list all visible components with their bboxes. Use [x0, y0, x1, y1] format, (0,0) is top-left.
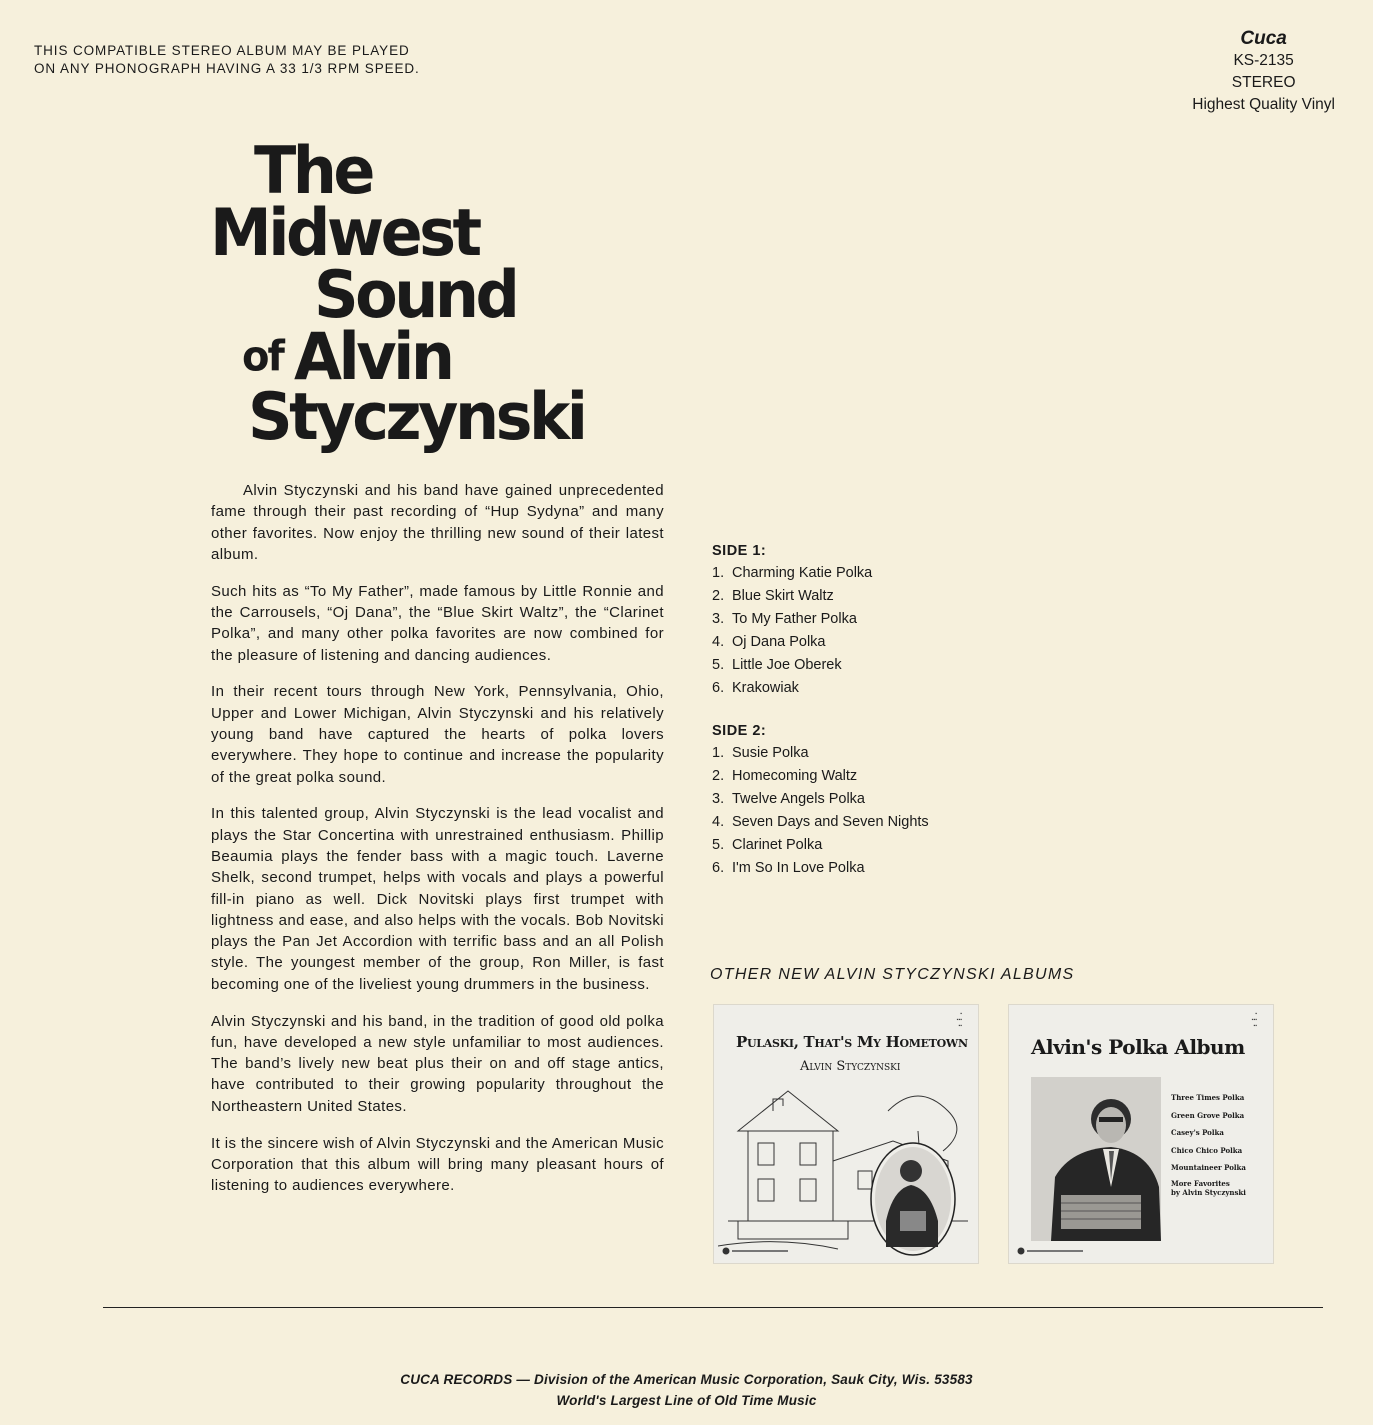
- track-item: 1. Susie Polka: [712, 745, 809, 761]
- title-line-midwest: Midwest: [210, 194, 479, 271]
- track-item: 4. Oj Dana Polka: [712, 634, 826, 650]
- side-spacer: [712, 700, 929, 720]
- liner-paragraph: Such hits as “To My Father”, made famous by Little Ronnie and the Carrousels, “Oj Dana”, the “Blue Skirt Waltz”, the “Clarinet Polka”, and many other polka favorites are now combined for the pleasure of listening and dancing audiences.: [211, 582, 664, 664]
- title-line-the: The: [254, 132, 372, 209]
- footer: [0, 1369, 1373, 1411]
- mini-catalog-mark: ▪ ▪▪▪ ▪▪: [1251, 1011, 1257, 1029]
- quality-label: Highest Quality Vinyl: [1192, 96, 1335, 113]
- liner-paragraph: It is the sincere wish of Alvin Styczynski and the American Music Corporation that this album will bring many pleasant hours of listening to audiences everywhere.: [211, 1134, 664, 1195]
- album-cover-pulaski: [713, 1004, 979, 1264]
- footer-line-2: World's Largest Line of Old Time Music: [556, 1393, 817, 1408]
- side-1-heading: SIDE 1:: [712, 543, 767, 559]
- title-line-sound: Sound: [314, 256, 517, 333]
- other-albums-heading: OTHER NEW ALVIN STYCZYNSKI ALBUMS: [710, 966, 1075, 983]
- album-cover-polka: [1008, 1004, 1274, 1264]
- album-2-more-line-1: More Favorites: [1171, 1178, 1230, 1188]
- album-2-title: Alvin's Polka Album: [1031, 1035, 1245, 1059]
- side-2-heading: SIDE 2:: [712, 723, 767, 739]
- liner-paragraph: Alvin Styczynski and his band have gained unprecedented fame through their past recording of “Hup Sydyna” and many other favorites. Now enjoy the thrilling new sound of their latest album.: [211, 482, 664, 563]
- track-item: 6. Krakowiak: [712, 680, 799, 696]
- album-2-song: Green Grove Polka: [1171, 1110, 1245, 1120]
- house-illustration: [718, 1071, 974, 1257]
- title-line-styczynski: Styczynski: [248, 378, 585, 455]
- liner-notes: [211, 480, 664, 1212]
- track-item: 2. Blue Skirt Waltz: [712, 588, 834, 604]
- compatibility-notice: [34, 42, 420, 78]
- compat-line-1: THIS COMPATIBLE STEREO ALBUM MAY BE PLAYED: [34, 43, 410, 58]
- album-title: [210, 132, 590, 455]
- track-item: 1. Charming Katie Polka: [712, 565, 873, 581]
- track-item: 3. Twelve Angels Polka: [712, 791, 865, 807]
- compat-line-2: ON ANY PHONOGRAPH HAVING A 33 1/3 RPM SPEED.: [34, 61, 420, 76]
- album-2-song: Casey's Polka: [1171, 1128, 1224, 1137]
- footer-line-1: CUCA RECORDS — Division of the American Music Corporation, Sauk City, Wis. 53583: [400, 1372, 973, 1387]
- album-1-title: Pulaski, That's My Hometown: [736, 1033, 968, 1051]
- liner-paragraph: In their recent tours through New York, Pennsylvania, Ohio, Upper and Lower Michigan, Alvin Styczynski and his relatively young band have captured the hearts of polka lovers everywhere. They hope to continue and increase the popularity of the great polka sound.: [211, 683, 664, 786]
- brand-logo-text: Cuca: [1240, 28, 1287, 49]
- track-item: 5. Little Joe Oberek: [712, 657, 842, 673]
- album-2-more-line-2: by Alvin Styczynski: [1171, 1187, 1246, 1197]
- record-label-logo: [722, 1247, 792, 1255]
- album-2-song: Three Times Polka: [1171, 1093, 1245, 1102]
- track-item: 3. To My Father Polka: [712, 611, 857, 627]
- record-label-logo: [1017, 1247, 1087, 1255]
- album-2-song: Chico Chico Polka: [1171, 1145, 1243, 1155]
- format-label: STEREO: [1231, 74, 1296, 91]
- track-item: 5. Clarinet Polka: [712, 837, 823, 853]
- album-2-song: Mountaineer Polka: [1171, 1163, 1246, 1172]
- album-1-artist: Alvin Styczynski: [800, 1059, 901, 1074]
- footer-divider: [103, 1307, 1323, 1308]
- track-item: 4. Seven Days and Seven Nights: [712, 814, 929, 830]
- track-item: 2. Homecoming Waltz: [712, 768, 858, 784]
- liner-paragraph: In this talented group, Alvin Styczynski is the lead vocalist and plays the Star Concertina with unrestrained enthusiasm. Phillip Beaumia plays the fender bass with a magic touch. Laverne Shelk, second trumpet, helps with vocals and plays a powerful fill-in piano as well. Dick Novitski plays first trumpet with lightness and ease, and also helps with the vocals. Bob Novitski plays the Pan Jet Accordion with terrific bass and an all Polish style. The youngest member of the group, Ron Miller, is fast becoming one of the liveliest young drummers in the business.: [211, 805, 664, 993]
- catalog-number: KS-2135: [1233, 52, 1294, 69]
- album-2-photo: [1031, 1077, 1161, 1241]
- track-item: 6. I'm So In Love Polka: [712, 860, 865, 876]
- track-listing: [712, 540, 929, 880]
- catalog-info: [1192, 28, 1335, 116]
- title-line-alvin: Alvin: [294, 318, 452, 395]
- liner-paragraph: Alvin Styczynski and his band, in the tradition of good old polka fun, have developed a new style unfamiliar to most audiences. The band’s lively new beat plus their on and off stage antics, have contributed to their growing popularity throughout the Northeastern United States.: [211, 1012, 664, 1115]
- mini-catalog-mark: ▪ ▪▪▪ ▪▪: [956, 1011, 962, 1029]
- album-2-song-list: [1171, 1089, 1246, 1197]
- title-line-of: of: [242, 332, 283, 382]
